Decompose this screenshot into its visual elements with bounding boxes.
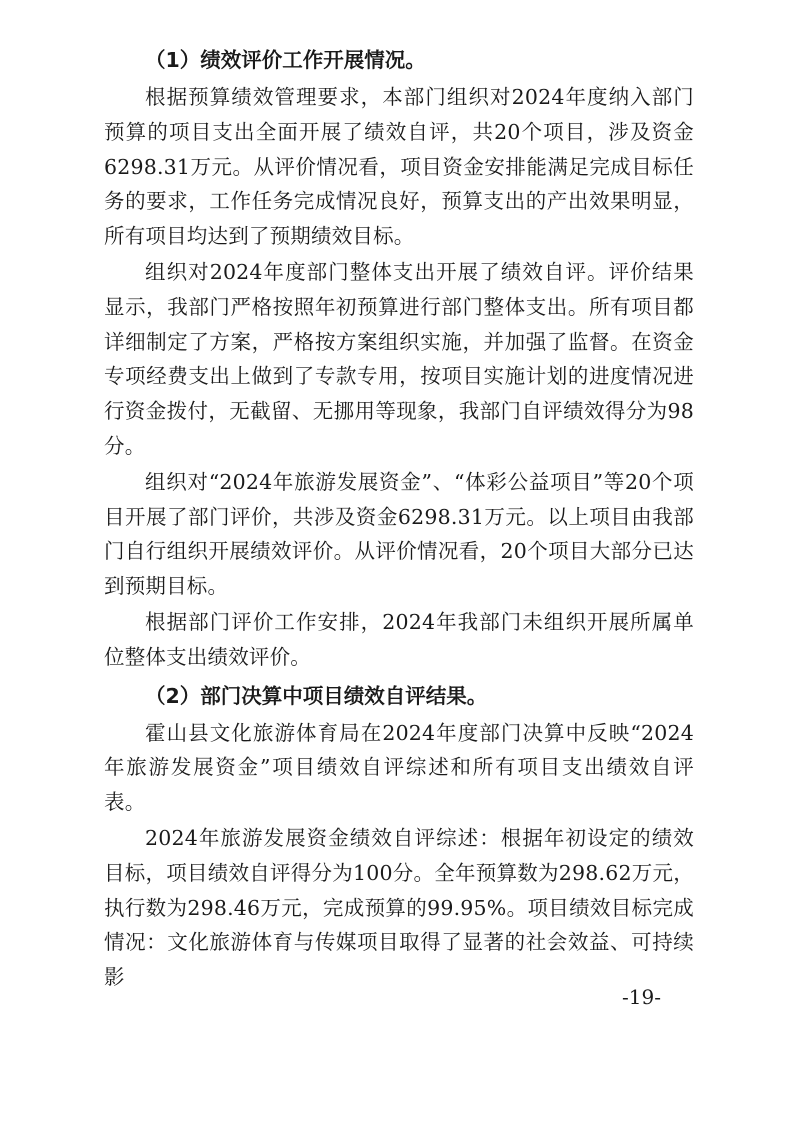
document-page (104, 40, 694, 996)
section-1-paragraph-4: 根据部门评价工作安排，2024年我部门未组织开展所属单位整体支出绩效评价。 (104, 609, 694, 669)
section-1-heading: （1）绩效评价工作开展情况。 (145, 48, 426, 72)
section-2-paragraph-2: 2024年旅游发展资金绩效自评综述：根据年初设定的绩效目标，项目绩效自评得分为100分。全年预算数为298.62万元，执行数为298.46万元，完成预算的99.95%。项目绩效目标完成情况：文化旅游体育与传媒项目取得了显著的社会效益、可持续影 (104, 825, 694, 990)
section-2-paragraph-1: 霍山县文化旅游体育局在2024年度部门决算中反映“2024年旅游发展资金”项目绩效自评综述和所有项目支出绩效自评表。 (104, 720, 694, 815)
section-2-heading: （2）部门决算中项目绩效自评结果。 (145, 683, 488, 708)
page-number: -19- (622, 985, 661, 1009)
section-1-paragraph-2: 组织对2024年度部门整体支出开展了绩效自评。评价结果显示，我部门严格按照年初预算进行部门整体支出。所有项目都详细制定了方案，严格按方案组织实施，并加强了监督。在资金专项经费支出上做到了专款专用，按项目实施计划的进度情况进行资金拨付，无截留、无挪用等现象，我部门自评绩效得分为98分。 (104, 259, 694, 458)
section-1-paragraph-1: 根据预算绩效管理要求，本部门组织对2024年度纳入部门预算的项目支出全面开展了绩效自评，共20个项目，涉及资金6298.31万元。从评价情况看，项目资金安排能满足完成目标任务的要求，工作任务完成情况良好，预算支出的产出效果明显，所有项目均达到了预期绩效目标。 (104, 85, 694, 249)
section-1-paragraph-3: 组织对“2024年旅游发展资金”、“体彩公益项目”等20个项目开展了部门评价，共涉及资金6298.31万元。以上项目由我部门自行组织开展绩效评价。从评价情况看，20个项目大部分已达到预期目标。 (104, 469, 694, 599)
